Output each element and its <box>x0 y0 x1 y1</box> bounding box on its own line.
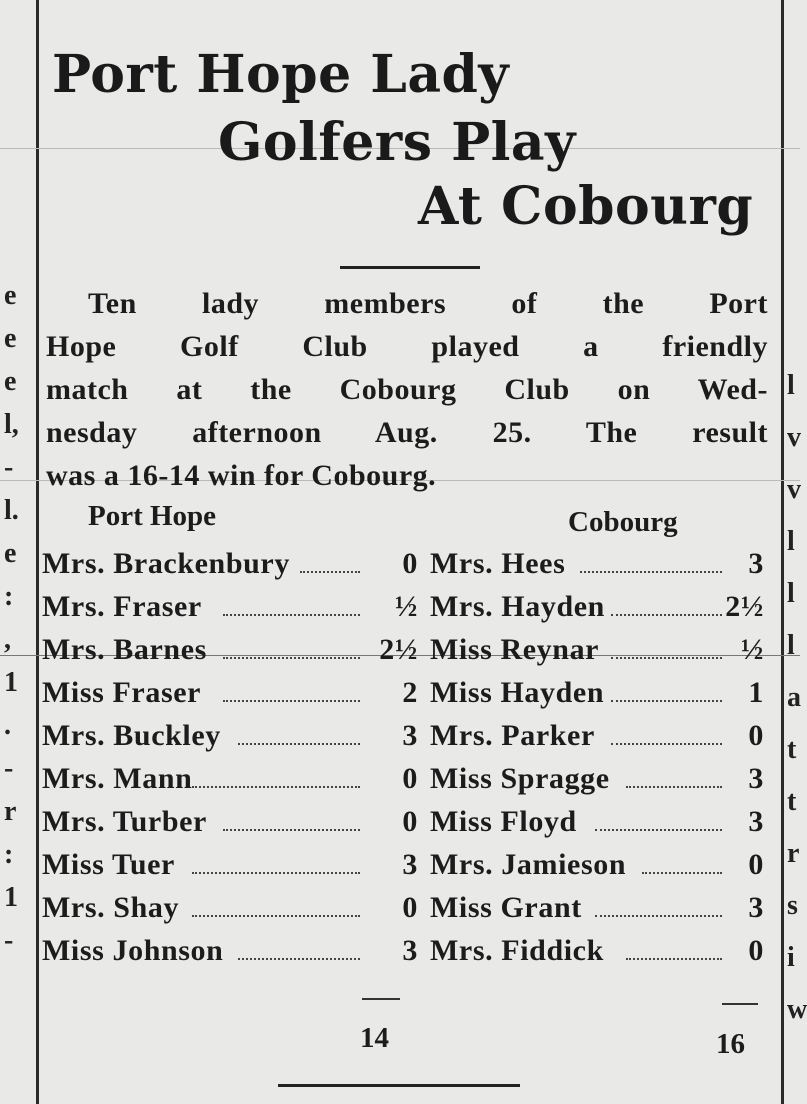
home-player: Miss Tuer <box>42 848 175 881</box>
left-margin-fragment: - <box>4 925 14 956</box>
body-line: Hope Golf Club played a friendly <box>46 330 768 363</box>
right-margin-fragment: l <box>787 370 795 401</box>
total-rule-away <box>722 1003 758 1005</box>
right-margin-fragment: v <box>787 474 801 505</box>
right-margin-fragment: v <box>787 422 801 453</box>
left-margin-fragment: e <box>4 538 17 569</box>
dot-leader <box>192 786 361 788</box>
table-row <box>42 803 764 841</box>
left-margin-fragment: e <box>4 280 17 311</box>
dot-leader <box>642 872 723 874</box>
away-score: ½ <box>740 633 764 666</box>
home-score: 0 <box>402 805 418 838</box>
left-margin-fragment: , <box>4 624 11 655</box>
dot-leader <box>611 743 723 745</box>
away-player: Miss Reynar <box>430 633 600 666</box>
right-margin-fragment: l <box>787 526 795 557</box>
dot-leader <box>626 786 722 788</box>
home-score: 0 <box>402 547 418 580</box>
body-line: match at the Cobourg Club on Wed- <box>46 373 768 406</box>
body-line: Ten lady members of the Port <box>88 287 768 320</box>
dot-leader <box>223 614 361 616</box>
home-player: Mrs. Barnes <box>42 633 207 666</box>
away-score: 2½ <box>725 590 764 623</box>
home-player: Mrs. Buckley <box>42 719 221 752</box>
left-margin-fragment: 1 <box>4 882 18 913</box>
table-row <box>42 674 764 712</box>
left-margin-fragment: - <box>4 452 14 483</box>
table-row <box>42 717 764 755</box>
dot-leader <box>223 700 361 702</box>
away-score: 0 <box>748 848 764 881</box>
table-row <box>42 760 764 798</box>
dot-leader <box>238 958 360 960</box>
home-player: Miss Johnson <box>42 934 224 967</box>
left-margin-fragment: 1 <box>4 667 18 698</box>
home-player: Miss Fraser <box>42 676 202 709</box>
total-home: 14 <box>360 1022 389 1054</box>
home-player: Mrs. Mann <box>42 762 193 795</box>
dot-leader <box>223 829 361 831</box>
right-margin-fragment: l <box>787 630 795 661</box>
left-margin-fragment: : <box>4 581 14 612</box>
right-margin-fragment: t <box>787 734 797 765</box>
left-margin-fragment: : <box>4 839 14 870</box>
away-score: 0 <box>748 719 764 752</box>
headline-divider <box>340 266 480 269</box>
dot-leader <box>611 700 723 702</box>
table-row <box>42 932 764 970</box>
away-player: Mrs. Hees <box>430 547 566 580</box>
table-row <box>42 588 764 626</box>
dot-leader <box>580 571 723 573</box>
left-margin-fragment: l. <box>4 495 19 526</box>
dot-leader <box>238 743 360 745</box>
home-score: 3 <box>402 719 418 752</box>
home-score: 2 <box>402 676 418 709</box>
table-row <box>42 846 764 884</box>
right-margin-fragment: i <box>787 942 795 973</box>
total-rule-home <box>362 998 400 1000</box>
left-margin-fragment: r <box>4 796 17 827</box>
away-score: 3 <box>748 891 764 924</box>
headline-line-3: At Cobourg <box>418 176 754 237</box>
dot-leader <box>300 571 360 573</box>
left-column-rule <box>36 0 39 1104</box>
column-header-port-hope: Port Hope <box>88 500 217 532</box>
away-score: 3 <box>748 762 764 795</box>
dot-leader <box>192 872 361 874</box>
away-player: Mrs. Fiddick <box>430 934 604 967</box>
away-player: Miss Floyd <box>430 805 577 838</box>
right-margin-fragment: s <box>787 890 798 921</box>
table-row <box>42 545 764 583</box>
home-player: Mrs. Shay <box>42 891 180 924</box>
dot-leader <box>626 958 722 960</box>
away-score: 3 <box>748 805 764 838</box>
dot-leader <box>611 657 723 659</box>
home-score: 3 <box>402 848 418 881</box>
column-header-cobourg: Cobourg <box>568 506 678 538</box>
home-score: ½ <box>394 590 418 623</box>
table-row <box>42 889 764 927</box>
away-player: Mrs. Jamieson <box>430 848 627 881</box>
left-margin-fragment: - <box>4 753 14 784</box>
left-margin-fragment: . <box>4 710 11 741</box>
total-away: 16 <box>716 1028 745 1060</box>
home-score: 2½ <box>379 633 418 666</box>
away-player: Miss Spragge <box>430 762 610 795</box>
away-player: Mrs. Hayden <box>430 590 605 623</box>
body-line: nesday afternoon Aug. 25. The result <box>46 416 768 449</box>
right-margin-fragment: r <box>787 838 800 869</box>
article-end-rule <box>278 1084 520 1087</box>
dot-leader <box>223 657 361 659</box>
away-score: 0 <box>748 934 764 967</box>
dot-leader <box>611 614 723 616</box>
left-margin-fragment: e <box>4 366 17 397</box>
left-margin-fragment: e <box>4 323 17 354</box>
away-score: 3 <box>748 547 764 580</box>
headline-line-1: Port Hope Lady <box>52 44 510 105</box>
home-score: 3 <box>402 934 418 967</box>
right-margin-fragment: t <box>787 786 797 817</box>
right-margin-fragment: l <box>787 578 795 609</box>
left-margin-fragment: l, <box>4 409 19 440</box>
away-player: Mrs. Parker <box>430 719 595 752</box>
home-score: 0 <box>402 891 418 924</box>
home-player: Mrs. Fraser <box>42 590 202 623</box>
away-score: 1 <box>748 676 764 709</box>
right-margin-fragment: a <box>787 682 801 713</box>
home-score: 0 <box>402 762 418 795</box>
home-player: Mrs. Brackenbury <box>42 547 290 580</box>
home-player: Mrs. Turber <box>42 805 207 838</box>
headline-line-2: Golfers Play <box>218 112 576 173</box>
dot-leader <box>595 915 722 917</box>
right-margin-fragment: w <box>787 994 807 1025</box>
dot-leader <box>192 915 361 917</box>
away-player: Miss Grant <box>430 891 582 924</box>
body-line: was a 16-14 win for Cobourg. <box>46 459 437 492</box>
right-column-rule <box>781 0 784 1104</box>
table-row <box>42 631 764 669</box>
dot-leader <box>595 829 722 831</box>
away-player: Miss Hayden <box>430 676 605 709</box>
